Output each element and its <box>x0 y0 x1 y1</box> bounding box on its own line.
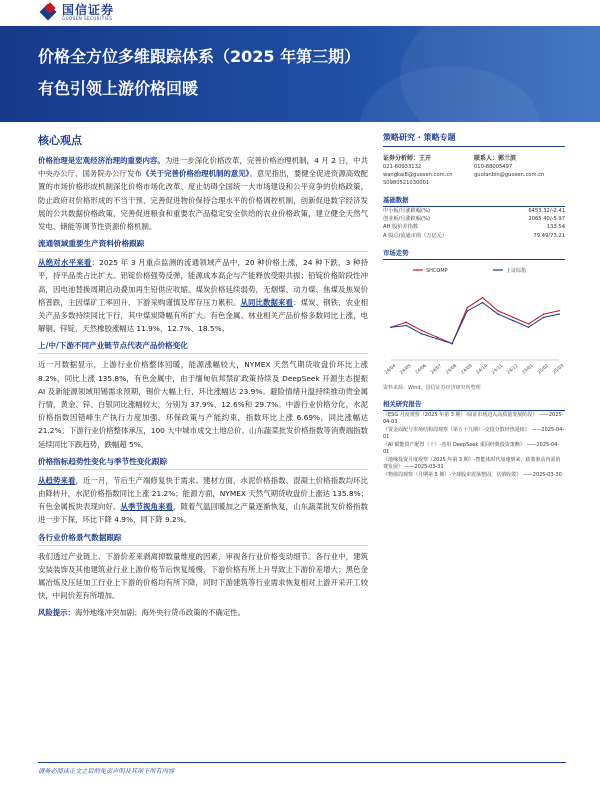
x-tick-label: 24/07 <box>430 363 443 376</box>
intro-text-2: 。意见指出，要健全促进资源高效配置的市场价格形成机制深化价格市场化改革、度止妨碍全国统一大市场建设和公平竞争的价格政策，防止政府对价格形成的不当干预、完善促进物价保持合理水平的价格调控机制，创新促进数字经济发展的公共数据价格政策，完善促进粮食和重要农产品稳定安全供给的农业价格政策，建立健全天然气发电、储能等调节性资源价格机制。 <box>38 169 368 232</box>
series-0-point <box>497 310 499 312</box>
trend-text-2: ，随着气温回暖加之产量逐渐恢复，山东蔬菜批发价格指数进一步下探，环比下降 4.9%，同下降 9.2%。 <box>38 502 368 525</box>
report-subtitle: 有色引领上游价格回暖 <box>38 79 199 98</box>
analyst-1-phone: 021-60933132 <box>383 164 422 170</box>
series-1-point <box>543 316 545 318</box>
basic-data-label: AH 股价差指数 <box>383 224 419 231</box>
series-0-point <box>467 307 469 309</box>
basic-data-table <box>383 207 565 240</box>
yoy-label: 从同比数据来看 <box>240 297 294 307</box>
legend-label: 上证综指 <box>506 267 527 274</box>
paragraph-intro <box>38 154 368 233</box>
series-line-0 <box>391 297 559 343</box>
sidebar <box>383 132 565 479</box>
basic-data-row <box>383 232 565 240</box>
basic-data-value: 79.49/73.21 <box>533 232 565 239</box>
risk-label: 风险提示： <box>38 608 75 618</box>
analyst-2-email[interactable]: guolanbin@guosen.com.cn <box>474 172 545 178</box>
basic-data-title: 基础数据 <box>383 195 565 207</box>
x-tick-label: 24/12 <box>506 363 520 376</box>
basic-data-label: 创业板/月涨跌幅(%) <box>383 216 431 223</box>
subheading-circulation: 流通领域重要生产资料价格跟踪 <box>38 238 368 252</box>
paragraph-chain: 近一月数据显示，上游行业价格整体回暖，能源涨幅较大，NYMEX 天然气期货收盘价环比上涨 8.2%，同比上涨 135.8%，有色金属中，由于缅甸佤邦禁矿政策持续及 DeepSeek 开源生态提振 AI 及新能源领域用锡需求预期，锡价大幅上行，环比涨幅达 23.9%。避险情绪升温持续推动贵金属行情，黄金、锌、白银同比涨幅较大，分别为 37.9%、12.6%和 29.7%。中游行业价格分化，水泥价格指数因错峰生产执行力度加强、环保政策与产能约束，指数环比上涨 6.69%，同比涨幅达 21.2%。下游行业价格整体承压，100 大中城市成交土地总价、山东蔬菜批发价格指数等消费端指数延续同比下跌趋势，跌幅超 5%。 <box>38 360 368 449</box>
series-0-point <box>543 313 545 315</box>
analyst-2-phone: 010-88005497 <box>474 164 513 170</box>
analyst-1 <box>383 155 474 187</box>
x-tick-label: 24/10 <box>475 363 489 376</box>
chart-source: 资料来源：Wind、国信证券经济研究所整理 <box>383 384 481 391</box>
paragraph-industry: 我们透过产业链上、下游价差来剥离掉数量维度的因素，审视各行业价格变动细节。各行业中，建筑安装装饰及其他建筑业行业上游价格节后恢复缓慢，下游价格有所上升导致上下游价差增大；黑色金属冶炼及压延加工行业上下游的价格均有所下降，同时下游建筑等行业需求恢复相对上游开采开工较快，中间价差有所增加。 <box>38 551 368 601</box>
paragraph-trend <box>38 474 368 527</box>
series-1-point <box>467 310 469 312</box>
paragraph-circulation <box>38 256 368 335</box>
disclaimer-footer: 请务必阅读正文之后的免责声明及其项下所有内容 <box>38 762 566 775</box>
related-research-item[interactable]: 《地缘投资月度观察（2025 年第 3 期）-智能体时代加速到来，政策驱动内需消费发展》 ——2025-03-31 <box>383 456 561 470</box>
top-bar <box>0 0 600 26</box>
series-1-point <box>421 333 423 335</box>
basic-data-value: 133.54 <box>546 224 565 231</box>
basic-data-label: A 股总/流通市值（万亿元） <box>383 232 448 239</box>
subheading-chain: 上/中/下游不同产业链节点代表产品价格变化 <box>38 340 368 354</box>
series-1-point <box>512 320 514 322</box>
x-tick-label: 24/11 <box>491 363 505 376</box>
intro-text-1: 为进一步深化价格改革，完善价格治理机制，4 月 2 日，中共中央办公厅、国务院办公厅发布 <box>38 156 368 179</box>
basic-data-row <box>383 223 565 231</box>
series-0-point <box>512 316 514 318</box>
x-tick-label: 24/04 <box>384 363 398 376</box>
analyst-1-name: 王开 <box>419 155 432 162</box>
x-tick-label: 24/06 <box>414 363 428 376</box>
trend-label: 从趋势来看 <box>38 475 76 485</box>
subheading-industry: 各行业价格景气数据跟踪 <box>38 532 368 546</box>
logo-en: GUOSEN SECURITIES <box>62 15 113 21</box>
intro-highlight: 价格治理是宏观经济治理的重要内容。 <box>38 156 165 165</box>
series-1-point <box>390 326 392 328</box>
series-1-point <box>482 302 484 304</box>
series-0-point <box>421 329 423 331</box>
market-trend-chart <box>383 264 565 382</box>
analyst-1-role: 证券分析师： <box>383 155 420 162</box>
x-tick-label: 25/01 <box>521 363 535 376</box>
company-logo <box>38 2 114 22</box>
series-1-point <box>405 325 407 327</box>
series-0-point <box>405 321 407 323</box>
legend-label: SHCOMP <box>426 267 448 274</box>
logo-cn: 国信证券 <box>62 2 115 17</box>
logo-mark-icon <box>38 2 58 22</box>
series-1-point <box>497 313 499 315</box>
trend-text-1: ，近一月，节后生产端修复快于需求。建材方面，水泥价格指数、混凝土价格指数均环比由降转升，水泥价格指数同比上涨 21.2%；能源方面，NYMEX 天然气期货收盘价上涨达 135.8%；有色金属板块表现向好。 <box>38 475 368 512</box>
subheading-trend: 价格指标趋势性变化与季节性变化跟踪 <box>38 456 368 470</box>
related-research-item[interactable]: 《AI 赋能资产配置（十）-善用 DeepSeek 重回经典投资策略》 ——2025-04-01 <box>383 441 560 455</box>
x-tick-label: 24/05 <box>399 363 413 376</box>
absolute-level-label: 从绝对水平来看 <box>38 258 92 268</box>
market-trend-svg <box>383 264 565 382</box>
series-1-point <box>451 343 453 345</box>
analyst-2 <box>474 155 565 187</box>
series-1-point <box>436 338 438 340</box>
series-0-point <box>436 336 438 338</box>
related-research-item[interactable]: 《资金面配与市场结构周观察（第五十九期）-交投分散经热延续》 ——2025-04-01 <box>383 426 565 440</box>
report-title: 价格全方位多维跟踪体系（2025 年第三期） <box>38 47 361 66</box>
title-banner <box>0 26 600 122</box>
series-1-point <box>558 313 560 315</box>
risk-text: 海外地缘冲突加剧；海外央行货币政策的不确定性。 <box>74 608 245 618</box>
section-title: 核心观点 <box>38 134 82 147</box>
series-0-point <box>528 323 530 325</box>
circulation-text-2: ：煤炭、钢铁、农业相关产品多数持续同比下行，其中煤炭降幅有所扩大。有色金属、林业相关产品价格多数同比上涨，电解铜、锌锭、天然橡胶涨幅达 11.9%、12.7%、18.5%。 <box>38 297 368 334</box>
x-tick-label: 25/03 <box>552 363 565 376</box>
market-trend-title: 市场走势 <box>383 248 565 260</box>
basic-data-label: 中小板/月涨跌幅(%) <box>383 208 431 214</box>
circulation-text-1: ：2025 年 3 月重点监测的流通领域产品中，20 种价格上涨，24 种下跌，3 种持平，持平品类占比扩大。铝锭价格强势反弹，能源成本高企与产能释放受限共振；铅锭价格阶段性冲高，因电池替换周期启动叠加再生铅供应收缩。煤炭价格延续弱势，无烟煤、动力煤、焦煤及焦炭价格普跌，主因煤矿工率回升、下游采购谨慎及库存压力累积。 <box>38 258 368 307</box>
policy-link[interactable]: 《关于完善价格治理机制的意见》 <box>141 169 250 179</box>
related-research-item[interactable]: 《物值周观察（月期第 5 期）-全球股市震荡整固，估值收敛》 ——2025-03-30 <box>383 471 562 478</box>
related-research-item[interactable]: 《ESG 月度观察（2025 年第 3 期）-绿证市场迈入高质量发展阶段》 ——2025-04-03 <box>383 411 564 425</box>
basic-data-value: 6453.32/-2.41 <box>528 208 565 214</box>
x-tick-label: 24/08 <box>445 363 459 376</box>
basic-data-row <box>383 207 565 215</box>
related-research-title: 相关研究报告 <box>383 399 565 411</box>
series-0-point <box>482 297 484 299</box>
analyst-1-cert: S0980521030001 <box>383 180 430 186</box>
season-label: 从季节视角来看 <box>120 502 174 512</box>
risk-warning <box>38 606 368 619</box>
main-content <box>38 132 368 620</box>
series-1-point <box>528 326 530 328</box>
basic-data-value: 2065.40/-5.97 <box>528 216 565 223</box>
x-tick-label: 24/09 <box>460 363 474 376</box>
report-category: 策略研究 · 策略专题 <box>383 132 565 147</box>
basic-data-row <box>383 215 565 223</box>
analyst-info <box>383 155 565 187</box>
related-research-list <box>383 412 565 479</box>
series-0-point <box>558 310 560 312</box>
series-line-1 <box>391 302 559 343</box>
analyst-1-email[interactable]: wangkai8@guosen.com.cn <box>383 172 453 178</box>
analyst-2-role: 联系人： <box>474 155 499 162</box>
analyst-2-name: 郭兰滨 <box>498 155 517 162</box>
x-tick-label: 25/02 <box>536 363 550 376</box>
